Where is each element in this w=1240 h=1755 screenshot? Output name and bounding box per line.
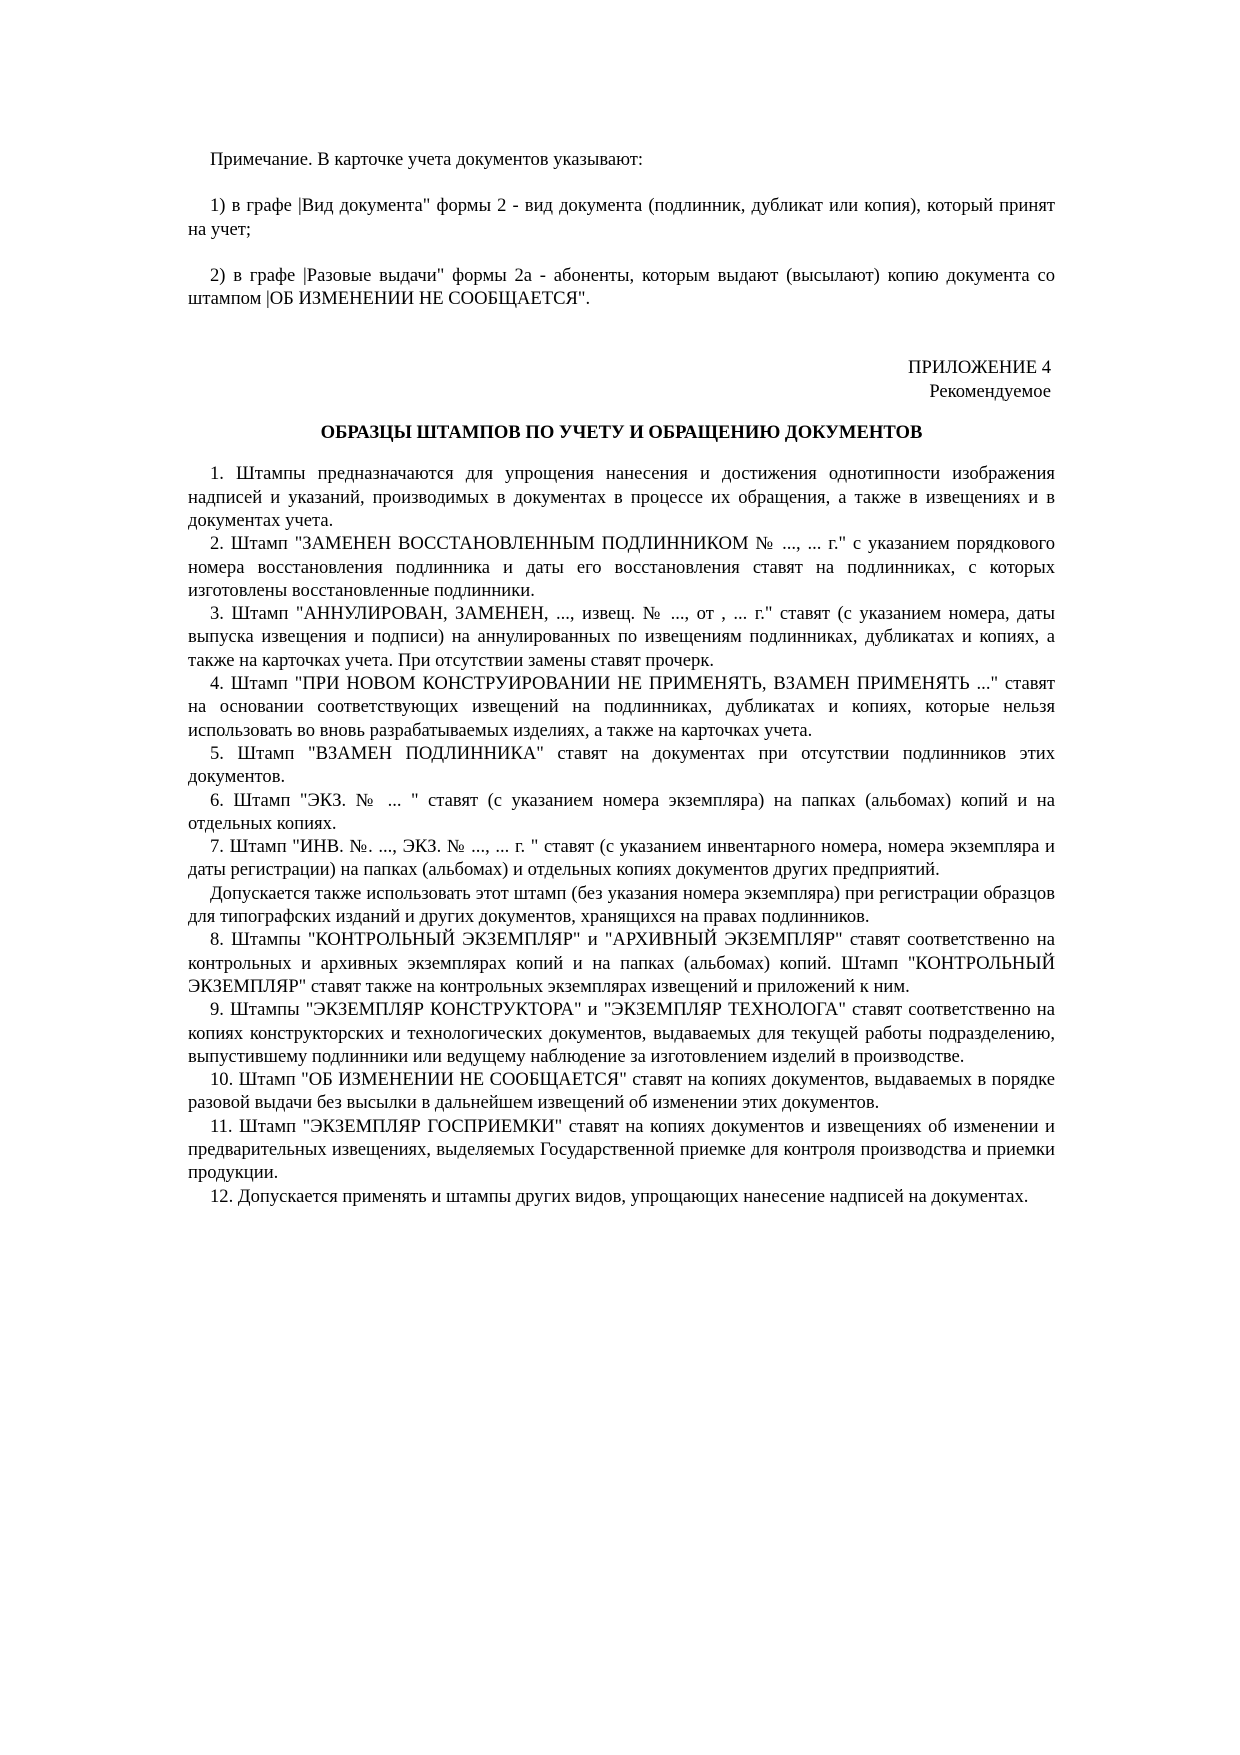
paragraph-3: 3. Штамп "АННУЛИРОВАН, ЗАМЕНЕН, ..., извещ. № ..., от , ... г." ставят (с указанием номера, даты выпуска извещения и подписи) на аннулированных по извещениям подлинниках, дубликатах и копиях, а также на карточках учета. При отсутствии замены ставят прочерк. — [188, 603, 1055, 671]
paragraph-7-note: Допускается также использовать этот штамп (без указания номера экземпляра) при регистрации образцов для типографских изданий и других документов, хранящихся на правах подлинников. — [188, 882, 1055, 928]
paragraph-7: 7. Штамп "ИНВ. №. ..., ЭКЗ. № ..., ... г. " ставят (с указанием инвентарного номера, номера экземпляра и даты регистрации) на папках (альбомах) и отдельных копиях документов других предприятий. — [188, 836, 1055, 881]
paragraph-6: 6. Штамп "ЭКЗ. № ... " ставят (с указанием номера экземпляра) на папках (альбомах) копий и на отдельных копиях. — [188, 789, 1055, 834]
paragraph-1: 1. Штампы предназначаются для упрощения нанесения и достижения однотипности изображения надписей и указаний, производимых в документах в процессе их обращения, а также в извещениях и в документах учета. — [188, 463, 1055, 531]
paragraph-10: 10. Штамп "ОБ ИЗМЕНЕНИИ НЕ СООБЩАЕТСЯ" ставят на копиях документов, выдаваемых в порядке разовой выдачи без высылки в дальнейшем извещений об изменении этих документов. — [188, 1069, 1055, 1114]
paragraph-4: 4. Штамп "ПРИ НОВОМ КОНСТРУИРОВАНИИ НЕ ПРИМЕНЯТЬ, ВЗАМЕН ПРИМЕНЯТЬ ..." ставят на основании соответствующих извещений на подлинниках, дубликатах и копиях, которые нельзя использовать во вновь разрабатываемых изделиях, а также на карточках учета. — [188, 673, 1055, 741]
note-item-1: 1) в графе |Вид документа" формы 2 - вид документа (подлинник, дубликат или копия), который принят на учет; — [188, 195, 1055, 240]
section-heading: ОБРАЗЦЫ ШТАМПОВ ПО УЧЕТУ И ОБРАЩЕНИЮ ДОКУМЕНТОВ — [320, 422, 923, 444]
paragraph-9: 9. Штампы "ЭКЗЕМПЛЯР КОНСТРУКТОРА" и "ЭКЗЕМПЛЯР ТЕХНОЛОГА" ставят соответственно на копиях конструкторских и технологических документов, выдаваемых для текущей работы подразделению, выпустившему подлинники или ведущему наблюдение за изготовлением изделий в производстве. — [188, 999, 1055, 1067]
appendix-header — [188, 356, 1055, 403]
document-page — [188, 148, 1055, 1208]
paragraph-5: 5. Штамп "ВЗАМЕН ПОДЛИННИКА" ставят на документах при отсутствии подлинников этих документов. — [188, 742, 1055, 788]
note-intro: Примечание. В карточке учета документов указывают: — [210, 149, 644, 170]
paragraph-8: 8. Штампы "КОНТРОЛЬНЫЙ ЭКЗЕМПЛЯР" и "АРХИВНЫЙ ЭКЗЕМПЛЯР" ставят соответственно на контрольных и архивных экземплярах копий и на папках (альбомах) копий. Штамп "КОНТРОЛЬНЫЙ ЭКЗЕМПЛЯР" ставят также на контрольных экземплярах извещений и приложений к ним. — [188, 929, 1055, 997]
paragraph-11: 11. Штамп "ЭКЗЕМПЛЯР ГОСПРИЕМКИ" ставят на копиях документов и извещениях об изменении и предварительных извещениях, выделяемых Государственной приемке для контроля производства и приемки продукции. — [188, 1115, 1055, 1184]
paragraph-2: 2. Штамп "ЗАМЕНЕН ВОССТАНОВЛЕННЫМ ПОДЛИННИКОМ № ..., ... г." с указанием порядкового номера восстановления подлинника и даты его восстановления ставят на подлинниках, с которых изготовлены восстановленные подлинники. — [188, 533, 1055, 601]
appendix-status: Рекомендуемое — [929, 380, 1051, 402]
paragraph-12: 12. Допускается применять и штампы других видов, упрощающих нанесение надписей на документах. — [210, 1185, 1029, 1207]
appendix-label: ПРИЛОЖЕНИЕ 4 — [908, 357, 1051, 379]
note-item-2: 2) в графе |Разовые выдачи" формы 2а - абоненты, которым выдают (высылают) копию документа со штампом |ОБ ИЗМЕНЕНИИ НЕ СООБЩАЕТСЯ". — [188, 264, 1055, 310]
